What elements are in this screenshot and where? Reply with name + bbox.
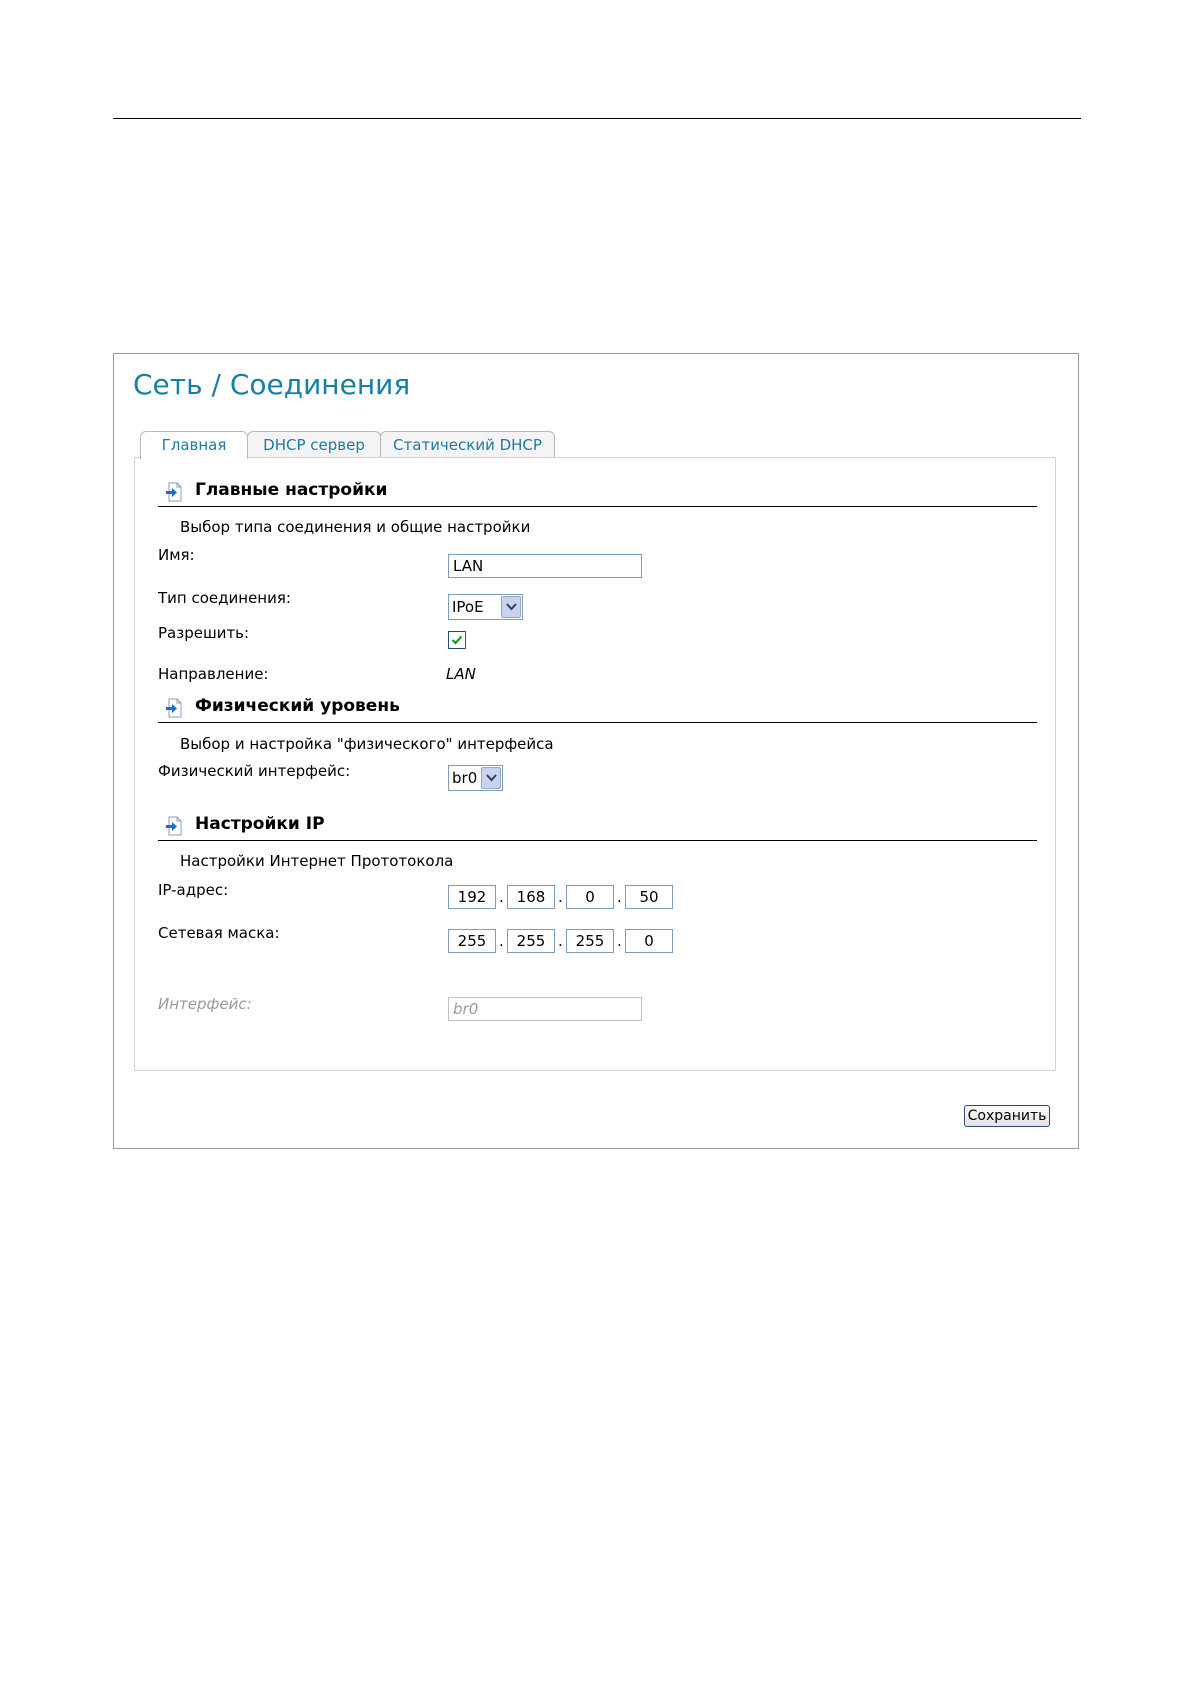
section-title: Физический уровень bbox=[195, 696, 400, 716]
octet-separator: . bbox=[499, 932, 504, 950]
mask-octet-1[interactable] bbox=[448, 929, 496, 953]
arrow-in-page-icon bbox=[165, 482, 183, 502]
chevron-down-icon bbox=[506, 603, 517, 611]
tab-dhcp-server[interactable]: DHCP сервер bbox=[247, 431, 381, 457]
name-label: Имя: bbox=[158, 546, 195, 564]
enable-label: Разрешить: bbox=[158, 624, 250, 642]
tab-content-panel bbox=[134, 457, 1056, 1071]
checkmark-icon bbox=[451, 634, 463, 646]
interface-input bbox=[448, 997, 642, 1021]
direction-label: Направление: bbox=[158, 665, 269, 683]
save-button[interactable]: Сохранить bbox=[964, 1105, 1050, 1127]
section-header-ip-settings bbox=[158, 812, 1037, 841]
physical-interface-label: Физический интерфейс: bbox=[158, 762, 351, 780]
dropdown-button[interactable] bbox=[501, 596, 521, 618]
name-input[interactable] bbox=[448, 554, 642, 578]
document-header-rule bbox=[113, 118, 1081, 119]
page-title: Сеть / Соединения bbox=[133, 368, 411, 401]
octet-separator: . bbox=[617, 888, 622, 906]
dropdown-button[interactable] bbox=[481, 767, 501, 789]
connection-type-value: IPoE bbox=[452, 598, 484, 616]
settings-window bbox=[113, 353, 1079, 1149]
ip-octet-2[interactable] bbox=[507, 885, 555, 909]
arrow-in-page-icon bbox=[165, 816, 183, 836]
section-description: Выбор и настройка "физического" интерфейса bbox=[180, 735, 554, 753]
section-header-physical-layer bbox=[158, 694, 1037, 723]
section-title: Настройки IP bbox=[195, 814, 325, 834]
enable-checkbox[interactable] bbox=[448, 631, 466, 649]
tab-static-dhcp[interactable]: Статический DHCP bbox=[380, 431, 555, 457]
section-title: Главные настройки bbox=[195, 480, 388, 500]
ip-octet-4[interactable] bbox=[625, 885, 673, 909]
section-description: Выбор типа соединения и общие настройки bbox=[180, 518, 531, 536]
octet-separator: . bbox=[558, 888, 563, 906]
ip-octet-1[interactable] bbox=[448, 885, 496, 909]
mask-octet-3[interactable] bbox=[566, 929, 614, 953]
physical-interface-select[interactable] bbox=[448, 765, 503, 791]
connection-type-select[interactable] bbox=[448, 594, 523, 620]
octet-separator: . bbox=[558, 932, 563, 950]
chevron-down-icon bbox=[486, 774, 497, 782]
octet-separator: . bbox=[617, 932, 622, 950]
arrow-in-page-icon bbox=[165, 698, 183, 718]
connection-type-label: Тип соединения: bbox=[158, 589, 291, 607]
interface-label: Интерфейс: bbox=[158, 995, 252, 1013]
mask-octet-2[interactable] bbox=[507, 929, 555, 953]
mask-octet-4[interactable] bbox=[625, 929, 673, 953]
ip-address-label: IP-адрес: bbox=[158, 881, 229, 899]
ip-octet-3[interactable] bbox=[566, 885, 614, 909]
section-description: Настройки Интернет Прототокола bbox=[180, 852, 454, 870]
physical-interface-value: br0 bbox=[452, 769, 478, 787]
tab-main[interactable]: Главная bbox=[140, 431, 248, 459]
direction-value: LAN bbox=[446, 665, 476, 683]
section-header-main-settings bbox=[158, 478, 1037, 507]
subnet-mask-label: Сетевая маска: bbox=[158, 924, 280, 942]
octet-separator: . bbox=[499, 888, 504, 906]
